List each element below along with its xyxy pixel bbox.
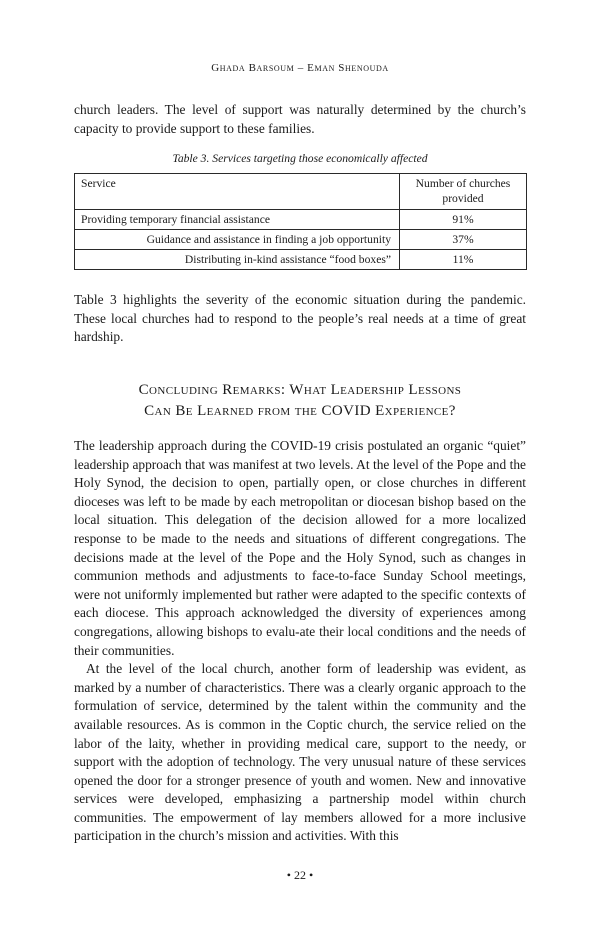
table-row	[75, 230, 527, 250]
body-paragraph-1: The leadership approach during the COVID-19 crisis postulated an organic “quiet” leadership approach that was manifest at two levels. At the level of the Pope and the Holy Synod, the decision to open, partially open, or close churches in different dioceses was left to be made by each metropolitan or diocesan bishop based on the local situation. This delegation of the decision allowed for a more localized response to be made to the needs and situations of different congregations. The decisions made at the level of the Pope and the Holy Synod, such as changes in communion methods and adjustments to face-to-face Sunday School meetings, were not uniformly implemented but rather were adapted to the specific contexts of each diocese. This approach acknowledged the diversity of experiences among congregations, allowing bishops to evalu-ate their local conditions and the needs of their communities.	[74, 438, 526, 658]
service-cell: Providing temporary financial assistance	[75, 210, 400, 230]
percent-cell: 11%	[400, 250, 527, 270]
table-commentary	[74, 291, 526, 347]
table-row	[75, 210, 527, 230]
table-header-row	[75, 174, 527, 210]
service-cell: Distributing in-kind assistance “food boxes”	[75, 250, 400, 270]
running-head: Ghada Barsoum – Eman Shenouda	[211, 62, 389, 74]
commentary-text: Table 3 highlights the severity of the economic situation during the pandemic. These local churches had to respond to the people’s real needs at a time of great hardship.	[74, 292, 526, 345]
section-heading-line-2: Can Be Learned from the COVID Experience?	[144, 403, 456, 419]
table-caption: Table 3. Services targeting those economically affected	[172, 152, 428, 165]
page-number: • 22 •	[286, 868, 314, 882]
table-row	[75, 250, 527, 270]
intro-paragraph	[74, 101, 526, 138]
intro-text: church leaders. The level of support was naturally determined by the church’s capacity to provide support to these families.	[74, 102, 526, 136]
service-cell: Guidance and assistance in finding a job opportunity	[75, 230, 400, 250]
main-body	[74, 437, 526, 846]
header-service: Service	[75, 174, 400, 210]
section-heading-line-1: Concluding Remarks: What Leadership Lessons	[138, 382, 462, 398]
section-heading	[74, 380, 526, 422]
percent-cell: 37%	[400, 230, 527, 250]
services-table	[74, 173, 527, 270]
header-number-of-churches: Number of churches provided	[400, 174, 527, 210]
percent-cell: 91%	[400, 210, 527, 230]
body-paragraph-2: At the level of the local church, another form of leadership was evident, as marked by a number of characteristics. There was a clearly organic approach to the formulation of service, determined by the talent within the community and the available resources. As is common in the Coptic church, the service relied on the labor of the laity, whether in providing medical care, support to the needy, or support with the adoption of technology. The very unusual nature of these services opened the door for a stronger presence of youth and women. New and innovative services were developed, emphasizing a partnership model within church communities. The empowerment of lay members allowed for a more inclusive participation in the church’s mission and activities. With this	[74, 661, 526, 844]
